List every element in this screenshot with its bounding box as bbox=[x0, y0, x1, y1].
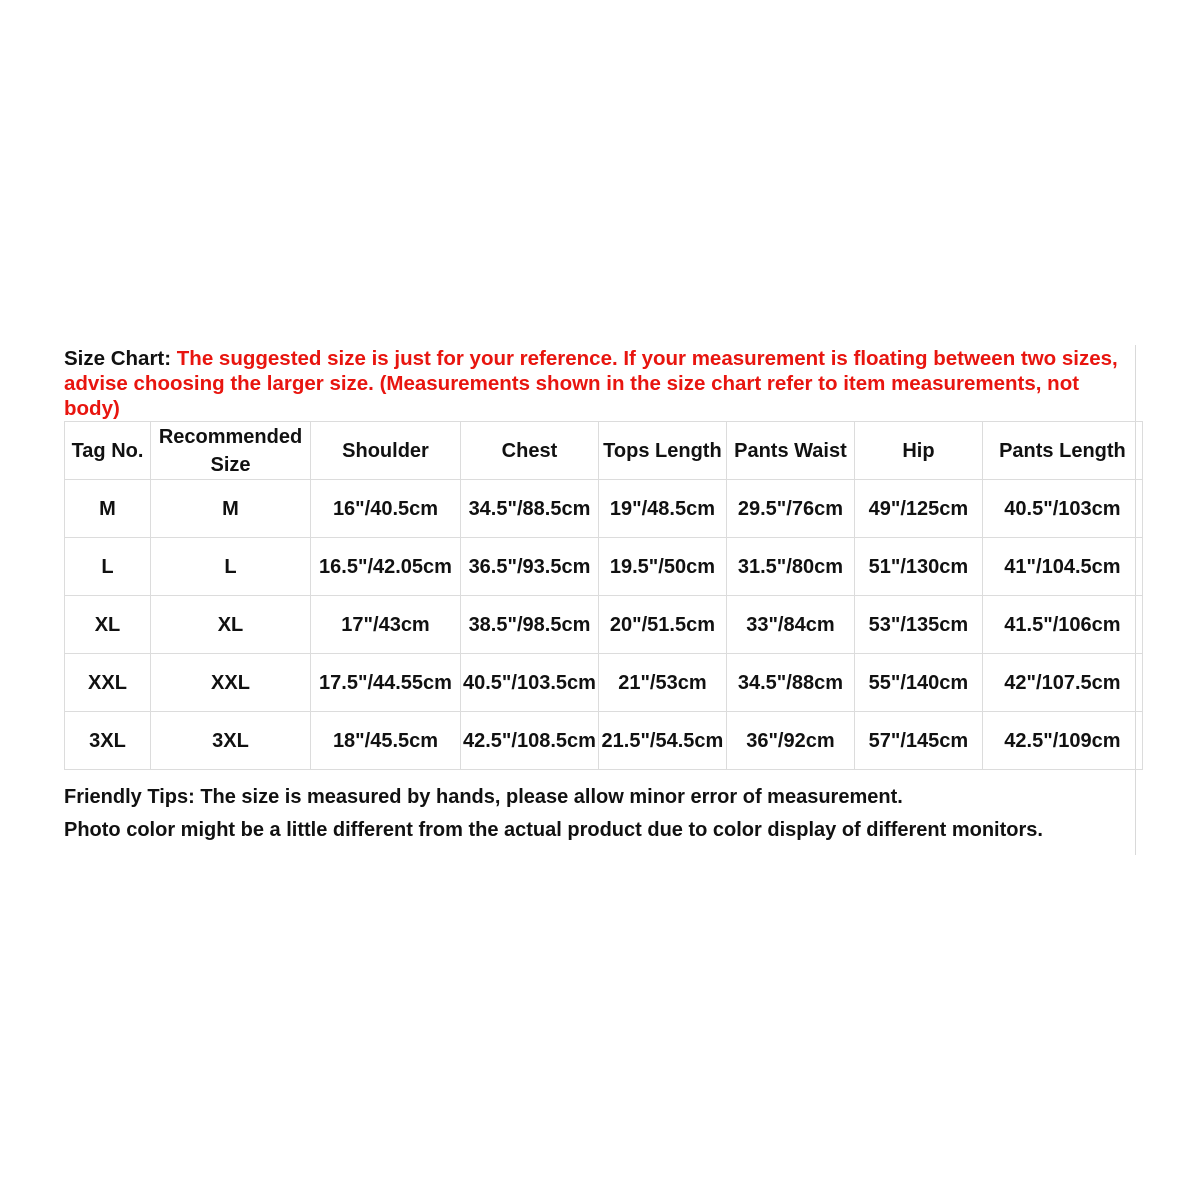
cell-pants-length: 41"/104.5cm bbox=[982, 538, 1142, 596]
header-shoulder: Shoulder bbox=[311, 422, 461, 480]
table-header-row bbox=[65, 422, 1143, 480]
size-table bbox=[64, 421, 1143, 770]
header-chest: Chest bbox=[461, 422, 599, 480]
cell-tag-no: XL bbox=[65, 596, 151, 654]
cell-shoulder: 17"/43cm bbox=[311, 596, 461, 654]
cell-tag-no: M bbox=[65, 480, 151, 538]
cell-chest: 36.5"/93.5cm bbox=[461, 538, 599, 596]
cell-tag-no: XXL bbox=[65, 654, 151, 712]
cell-chest: 34.5"/88.5cm bbox=[461, 480, 599, 538]
size-chart-intro bbox=[64, 346, 1130, 421]
cell-recommended-size: XXL bbox=[151, 654, 311, 712]
cell-hip: 49"/125cm bbox=[854, 480, 982, 538]
header-hip: Hip bbox=[854, 422, 982, 480]
cell-pants-waist: 33"/84cm bbox=[726, 596, 854, 654]
size-chart-note: The suggested size is just for your reference. If your measurement is floating between two sizes, advise choosing the larger size. (Measurements shown in the size chart refer to item measurements, not body) bbox=[64, 347, 1118, 420]
cell-hip: 51"/130cm bbox=[854, 538, 982, 596]
cell-pants-length: 42.5"/109cm bbox=[982, 712, 1142, 770]
cell-pants-length: 40.5"/103cm bbox=[982, 480, 1142, 538]
table-row bbox=[65, 480, 1143, 538]
cell-hip: 57"/145cm bbox=[854, 712, 982, 770]
cell-pants-length: 41.5"/106cm bbox=[982, 596, 1142, 654]
cell-pants-waist: 31.5"/80cm bbox=[726, 538, 854, 596]
table-row bbox=[65, 596, 1143, 654]
cell-pants-length: 42"/107.5cm bbox=[982, 654, 1142, 712]
cell-tag-no: L bbox=[65, 538, 151, 596]
cell-shoulder: 17.5"/44.55cm bbox=[311, 654, 461, 712]
cell-shoulder: 16"/40.5cm bbox=[311, 480, 461, 538]
cell-chest: 38.5"/98.5cm bbox=[461, 596, 599, 654]
cell-pants-waist: 29.5"/76cm bbox=[726, 480, 854, 538]
cell-hip: 55"/140cm bbox=[854, 654, 982, 712]
cell-tops-length: 19"/48.5cm bbox=[598, 480, 726, 538]
size-chart-heading: Size Chart: bbox=[64, 347, 172, 370]
cell-shoulder: 16.5"/42.05cm bbox=[311, 538, 461, 596]
cell-chest: 40.5"/103.5cm bbox=[461, 654, 599, 712]
table-row bbox=[65, 538, 1143, 596]
cell-shoulder: 18"/45.5cm bbox=[311, 712, 461, 770]
cell-hip: 53"/135cm bbox=[854, 596, 982, 654]
table-row bbox=[65, 654, 1143, 712]
cell-tops-length: 21.5"/54.5cm bbox=[598, 712, 726, 770]
friendly-tips bbox=[64, 781, 1134, 847]
cell-recommended-size: XL bbox=[151, 596, 311, 654]
cell-pants-waist: 36"/92cm bbox=[726, 712, 854, 770]
cell-tag-no: 3XL bbox=[65, 712, 151, 770]
cell-tops-length: 20"/51.5cm bbox=[598, 596, 726, 654]
header-pants-length: Pants Length bbox=[982, 422, 1142, 480]
cell-recommended-size: L bbox=[151, 538, 311, 596]
cell-recommended-size: 3XL bbox=[151, 712, 311, 770]
cell-chest: 42.5"/108.5cm bbox=[461, 712, 599, 770]
header-pants-waist: Pants Waist bbox=[726, 422, 854, 480]
cell-tops-length: 21"/53cm bbox=[598, 654, 726, 712]
cell-tops-length: 19.5"/50cm bbox=[598, 538, 726, 596]
tips-line-color: Photo color might be a little different from the actual product due to color display of different monitors. bbox=[64, 819, 1043, 841]
header-tops-length: Tops Length bbox=[598, 422, 726, 480]
tips-line-measurement: Friendly Tips: The size is measured by hands, please allow minor error of measurement. bbox=[64, 786, 903, 808]
table-row bbox=[65, 712, 1143, 770]
header-recommended-size: Recommended Size bbox=[151, 422, 311, 480]
header-tag-no: Tag No. bbox=[65, 422, 151, 480]
cell-recommended-size: M bbox=[151, 480, 311, 538]
cell-pants-waist: 34.5"/88cm bbox=[726, 654, 854, 712]
